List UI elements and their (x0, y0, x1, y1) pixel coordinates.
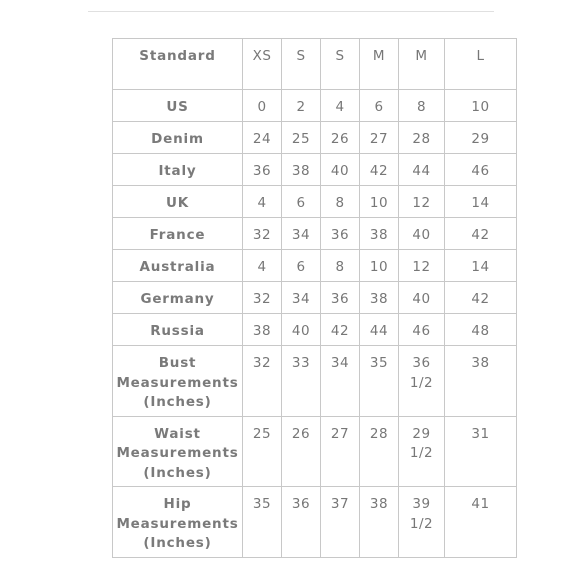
size-value-cell: 34 (282, 218, 321, 250)
table-row (113, 186, 517, 218)
row-label: Bust Measurements (Inches) (113, 346, 243, 417)
size-value-cell: 44 (399, 154, 445, 186)
size-value-cell: 26 (321, 122, 360, 154)
size-value-cell: 14 (445, 186, 517, 218)
size-value-cell: 6 (282, 250, 321, 282)
size-value-cell: 10 (360, 186, 399, 218)
size-value-cell: 8 (321, 250, 360, 282)
size-value-cell: 4 (243, 250, 282, 282)
size-value-cell: 14 (445, 250, 517, 282)
size-chart-table (112, 38, 517, 558)
row-label: Hip Measurements (Inches) (113, 487, 243, 558)
size-value-cell: 12 (399, 250, 445, 282)
row-label: Italy (113, 154, 243, 186)
header-size: L (445, 39, 517, 90)
size-value-cell: 2 (282, 90, 321, 122)
size-value-cell: 42 (360, 154, 399, 186)
size-value-cell: 26 (282, 416, 321, 487)
size-value-cell: 38 (282, 154, 321, 186)
size-value-cell: 38 (445, 346, 517, 417)
size-value-cell: 34 (321, 346, 360, 417)
row-label: UK (113, 186, 243, 218)
header-size: S (321, 39, 360, 90)
size-value-cell: 38 (360, 218, 399, 250)
row-label: Denim (113, 122, 243, 154)
size-value-cell: 42 (321, 314, 360, 346)
row-label: Germany (113, 282, 243, 314)
size-value-cell: 12 (399, 186, 445, 218)
table-row (113, 346, 517, 417)
header-size: M (399, 39, 445, 90)
table-row (113, 487, 517, 558)
size-value-cell: 36 (243, 154, 282, 186)
table-row (113, 314, 517, 346)
header-standard: Standard (113, 39, 243, 90)
row-label: US (113, 90, 243, 122)
size-value-cell: 8 (399, 90, 445, 122)
size-value-cell: 4 (243, 186, 282, 218)
size-value-cell: 36 (321, 218, 360, 250)
table-row (113, 218, 517, 250)
size-value-cell: 38 (243, 314, 282, 346)
size-value-cell: 42 (445, 218, 517, 250)
size-value-cell: 36 (321, 282, 360, 314)
size-value-cell: 48 (445, 314, 517, 346)
table-row (113, 250, 517, 282)
size-value-cell: 40 (399, 218, 445, 250)
size-value-cell: 0 (243, 90, 282, 122)
row-label: Waist Measurements (Inches) (113, 416, 243, 487)
size-value-cell: 42 (445, 282, 517, 314)
size-value-cell: 36 1/2 (399, 346, 445, 417)
size-value-cell: 8 (321, 186, 360, 218)
size-value-cell: 35 (243, 487, 282, 558)
size-value-cell: 40 (321, 154, 360, 186)
size-value-cell: 41 (445, 487, 517, 558)
header-size: S (282, 39, 321, 90)
size-value-cell: 32 (243, 282, 282, 314)
table-row (113, 416, 517, 487)
size-value-cell: 27 (321, 416, 360, 487)
table-row (113, 122, 517, 154)
size-value-cell: 28 (360, 416, 399, 487)
size-value-cell: 34 (282, 282, 321, 314)
size-value-cell: 40 (399, 282, 445, 314)
size-value-cell: 24 (243, 122, 282, 154)
size-value-cell: 37 (321, 487, 360, 558)
table-row (113, 90, 517, 122)
size-value-cell: 44 (360, 314, 399, 346)
header-size: XS (243, 39, 282, 90)
size-value-cell: 29 (445, 122, 517, 154)
table-row (113, 282, 517, 314)
size-value-cell: 32 (243, 218, 282, 250)
size-value-cell: 36 (282, 487, 321, 558)
size-value-cell: 6 (360, 90, 399, 122)
size-value-cell: 29 1/2 (399, 416, 445, 487)
size-value-cell: 40 (282, 314, 321, 346)
size-value-cell: 38 (360, 282, 399, 314)
size-value-cell: 38 (360, 487, 399, 558)
size-value-cell: 10 (360, 250, 399, 282)
size-value-cell: 33 (282, 346, 321, 417)
size-value-cell: 32 (243, 346, 282, 417)
table-row (113, 154, 517, 186)
size-value-cell: 39 1/2 (399, 487, 445, 558)
header-size: M (360, 39, 399, 90)
size-value-cell: 35 (360, 346, 399, 417)
size-chart-container (112, 38, 490, 551)
size-value-cell: 46 (399, 314, 445, 346)
top-divider (88, 11, 494, 12)
row-label: Russia (113, 314, 243, 346)
row-label: Australia (113, 250, 243, 282)
size-value-cell: 31 (445, 416, 517, 487)
size-value-cell: 28 (399, 122, 445, 154)
row-label: France (113, 218, 243, 250)
size-value-cell: 4 (321, 90, 360, 122)
size-value-cell: 46 (445, 154, 517, 186)
size-value-cell: 27 (360, 122, 399, 154)
size-value-cell: 6 (282, 186, 321, 218)
size-value-cell: 10 (445, 90, 517, 122)
size-value-cell: 25 (243, 416, 282, 487)
size-value-cell: 25 (282, 122, 321, 154)
header-row (113, 39, 517, 90)
